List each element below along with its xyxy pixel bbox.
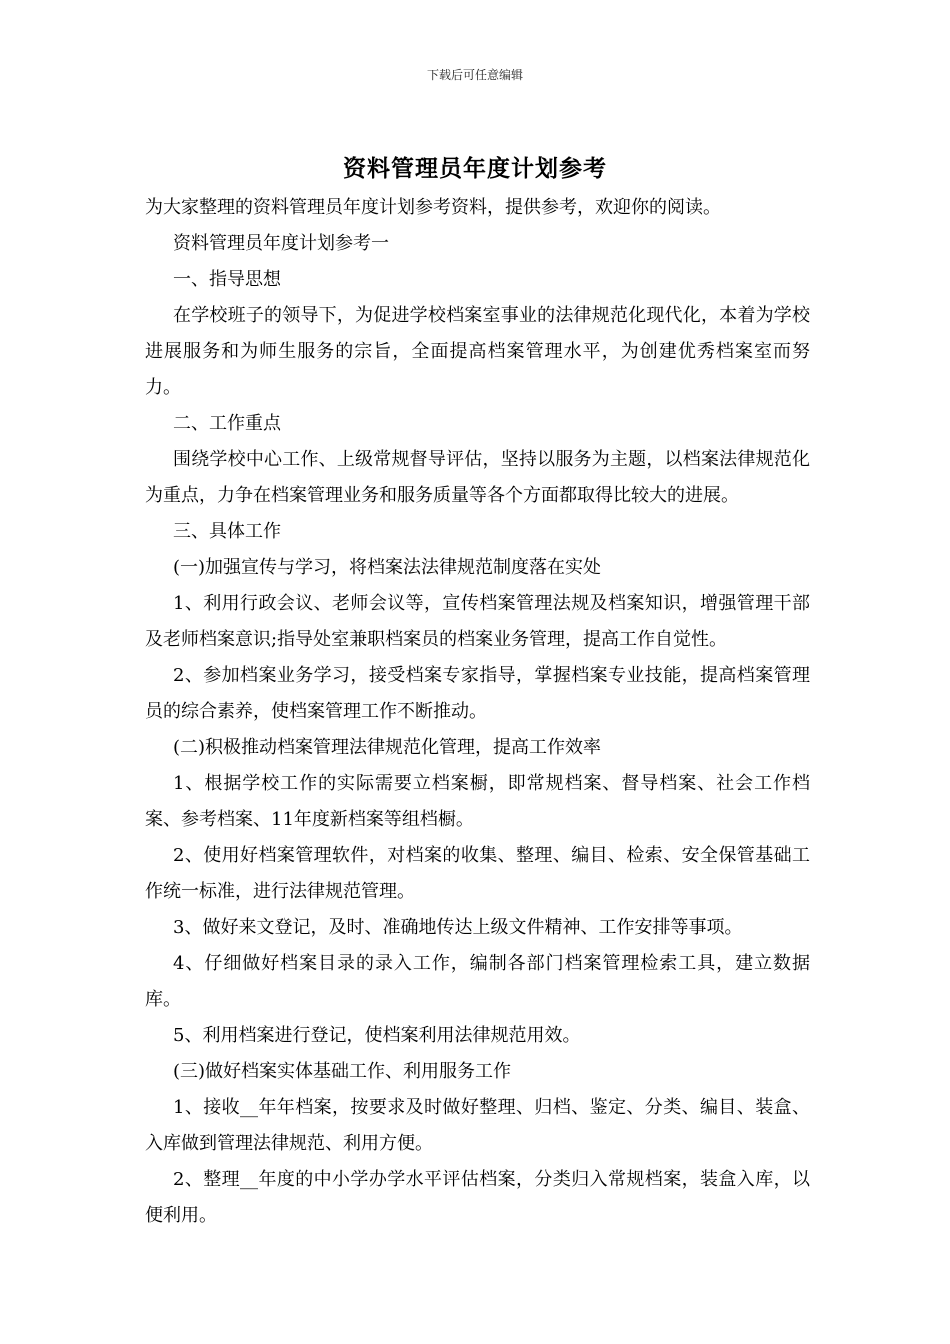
intro-paragraph: 为大家整理的资料管理员年度计划参考资料，提供参考，欢迎你的阅读。: [145, 197, 721, 218]
body-paragraph: 5、利用档案进行登记，使档案利用法律规范用效。: [173, 1025, 581, 1046]
section-heading: 三、具体工作: [173, 521, 281, 542]
body-paragraph: 在学校班子的领导下，为促进学校档案室事业的法律规范化现代化，本着为学校进展服务和为师生服务的宗旨，全面提高档案管理水平，为创建优秀档案室而努力。: [145, 305, 810, 398]
header-note: 下载后可任意编辑: [426, 68, 523, 82]
subsection-heading: (三)做好档案实体基础工作、利用服务工作: [173, 1061, 512, 1082]
body-paragraph: 2、使用好档案管理软件，对档案的收集、整理、编目、检索、安全保管基础工作统一标准，进行法律规范管理。: [145, 845, 810, 902]
section-heading: 资料管理员年度计划参考一: [173, 233, 389, 254]
body-paragraph: 围绕学校中心工作、上级常规督导评估，坚持以服务为主题，以档案法律规范化为重点，力争在档案管理业务和服务质量等各个方面都取得比较大的进展。: [145, 449, 810, 506]
body-paragraph: 2、整理__年度的中小学办学水平评估档案，分类归入常规档案，装盒入库，以便利用。: [145, 1169, 810, 1226]
body-paragraph: 1、利用行政会议、老师会议等，宣传档案管理法规及档案知识，增强管理干部及老师档案意识;指导处室兼职档案员的档案业务管理，提高工作自觉性。: [145, 593, 810, 650]
subsection-heading: (二)积极推动档案管理法律规范化管理，提高工作效率: [173, 737, 602, 758]
body-paragraph: 1、根据学校工作的实际需要立档案橱，即常规档案、督导档案、社会工作档案、参考档案、11年度新档案等组档橱。: [145, 773, 810, 830]
body-paragraph: 1、接收__年年档案，按要求及时做好整理、归档、鉴定、分类、编目、装盒、入库做到管理法律规范、利用方便。: [145, 1097, 810, 1154]
section-heading: 一、指导思想: [173, 269, 281, 290]
body-paragraph: 4、仔细做好档案目录的录入工作，编制各部门档案管理检索工具，建立数据库。: [145, 953, 810, 1010]
body-paragraph: 2、参加档案业务学习，接受档案专家指导，掌握档案专业技能，提高档案管理员的综合素养，使档案管理工作不断推动。: [145, 665, 810, 722]
document-body: [145, 190, 810, 1234]
section-heading: 二、工作重点: [173, 413, 281, 434]
subsection-heading: (一)加强宣传与学习，将档案法法律规范制度落在实处: [173, 557, 602, 578]
document-title: 资料管理员年度计划参考: [343, 155, 607, 182]
body-paragraph: 3、做好来文登记，及时、准确地传达上级文件精神、工作安排等事项。: [173, 917, 743, 938]
